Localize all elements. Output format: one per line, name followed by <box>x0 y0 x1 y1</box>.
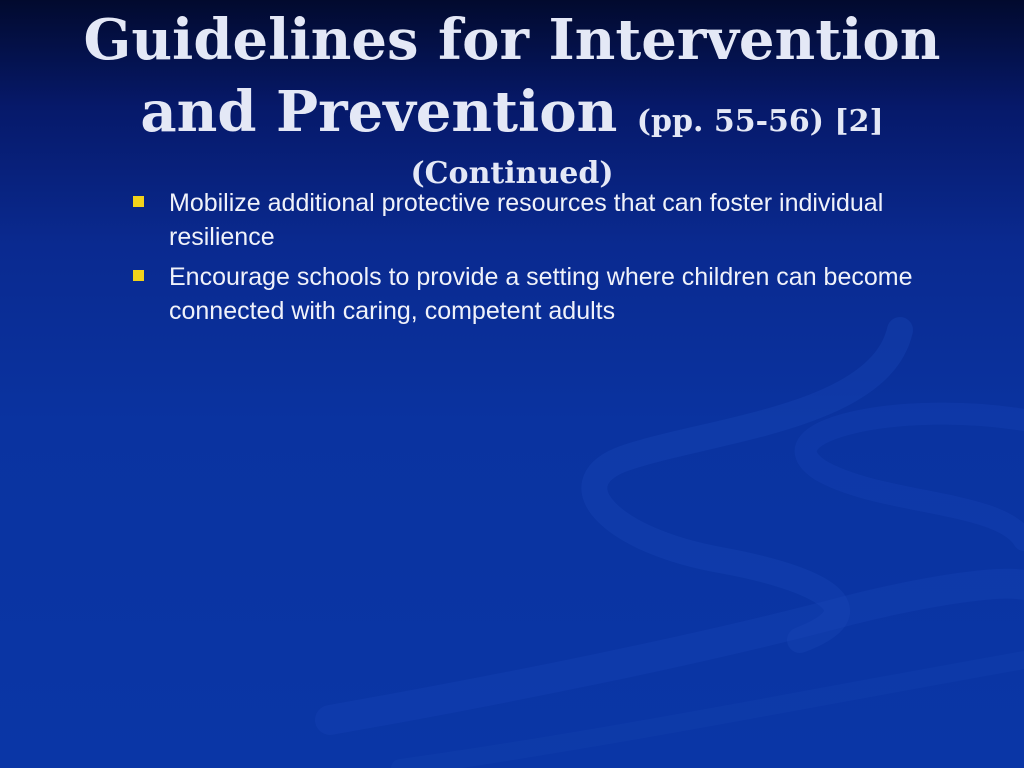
square-bullet-icon <box>133 270 144 281</box>
bullet-list <box>128 186 928 334</box>
title-continued: (Continued) <box>410 156 614 191</box>
slide-title <box>40 4 984 194</box>
title-page-reference: (pp. 55-56) [2] <box>636 104 884 139</box>
square-bullet-icon <box>133 196 144 207</box>
title-line-2 <box>40 76 984 158</box>
bullet-item <box>128 260 928 328</box>
title-line-1: Guidelines for Intervention <box>83 7 941 73</box>
bullet-item <box>128 186 928 254</box>
bullet-text: Mobilize additional protective resources that can foster individual resilience <box>169 189 884 251</box>
title-main-text: and Prevention <box>140 79 618 145</box>
bullet-text: Encourage schools to provide a setting where children can become connected with caring, competent adults <box>169 263 913 325</box>
